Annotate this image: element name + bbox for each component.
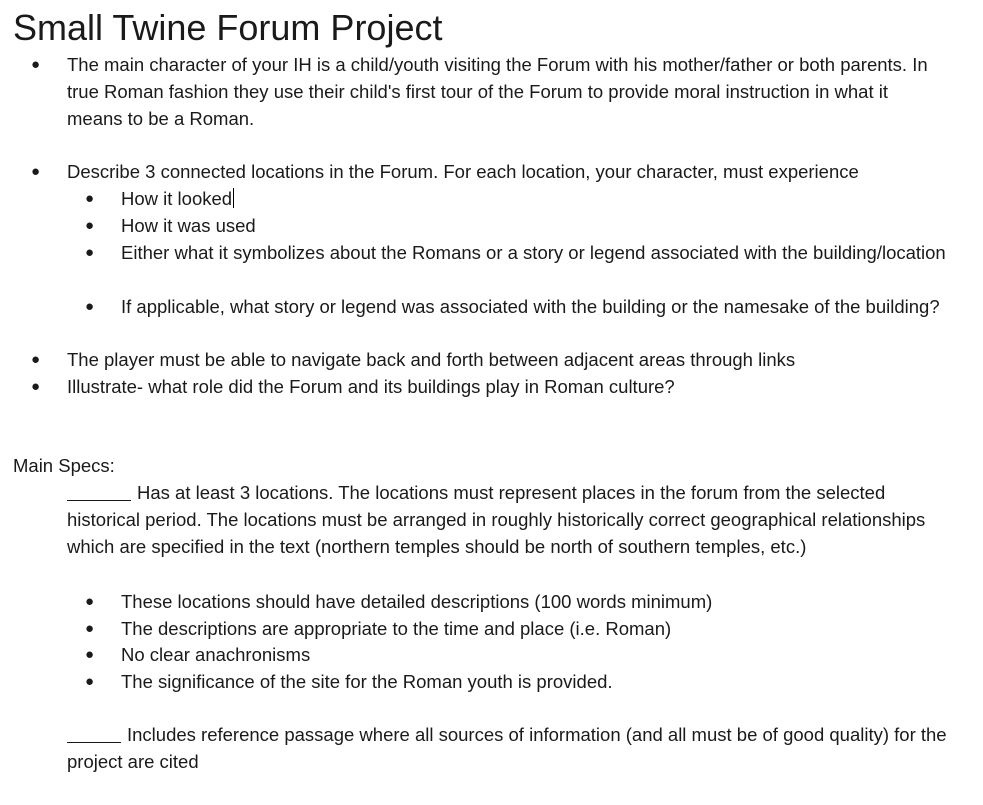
bullet-dot: ● [31,56,41,73]
sub-bullet-dot: ● [85,244,95,261]
bullet-illustrate: Illustrate- what role did the Forum and its buildings play in Roman culture? [67,376,675,397]
spec-sub-anachronisms: No clear anachronisms [121,644,311,665]
bullet-dot: ● [31,163,41,180]
sub-bullet-dot: ● [85,646,95,663]
checkbox-blank[interactable] [67,724,121,743]
sub-bullet-dot: ● [85,620,95,637]
bullet-dot: ● [31,351,41,368]
spec-sub-significance: The significance of the site for the Roman youth is provided. [121,671,613,692]
bullet-describe-locations: Describe 3 connected locations in the Forum. For each location, your character, must experience [67,161,859,182]
bullet-dot: ● [31,378,41,395]
spec-sub-descriptions: These locations should have detailed descriptions (100 words minimum) [121,591,713,612]
sub-item-story-legend: If applicable, what story or legend was associated with the building or the namesake of the building? [121,296,940,317]
spec-locations: Has at least 3 locations. The locations must represent places in the forum from the selected historical period. The locations must be arranged in roughly historically correct geographical relationships which are specified in the text (northern temples should be north of southern temples, etc.) [67,482,926,557]
sub-item-how-it-looked[interactable]: How it looked [121,188,233,209]
sub-bullet-dot: ● [85,217,95,234]
bullet-main-character: The main character of your IH is a child/youth visiting the Forum with his mother/father or both parents. In true Roman fashion they use their child's first tour of the Forum to provide moral instruction in what it means to be a Roman. [67,54,928,129]
checkbox-blank[interactable] [67,482,131,501]
sub-bullet-dot: ● [85,298,95,315]
spec-references: Includes reference passage where all sources of information (and all must be of good quality) for the project are cited [67,724,947,772]
main-specs-heading: Main Specs: [13,455,115,476]
document-title: Small Twine Forum Project [13,7,443,48]
bullet-navigation: The player must be able to navigate back and forth between adjacent areas through links [67,349,796,370]
sub-item-symbolism: Either what it symbolizes about the Romans or a story or legend associated with the building/location [121,242,946,263]
sub-bullet-dot: ● [85,190,95,207]
sub-bullet-dot: ● [85,673,95,690]
spec-sub-appropriate: The descriptions are appropriate to the time and place (i.e. Roman) [121,618,672,639]
sub-bullet-dot: ● [85,593,95,610]
text-cursor [233,188,234,208]
sub-item-how-it-was-used: How it was used [121,215,256,236]
